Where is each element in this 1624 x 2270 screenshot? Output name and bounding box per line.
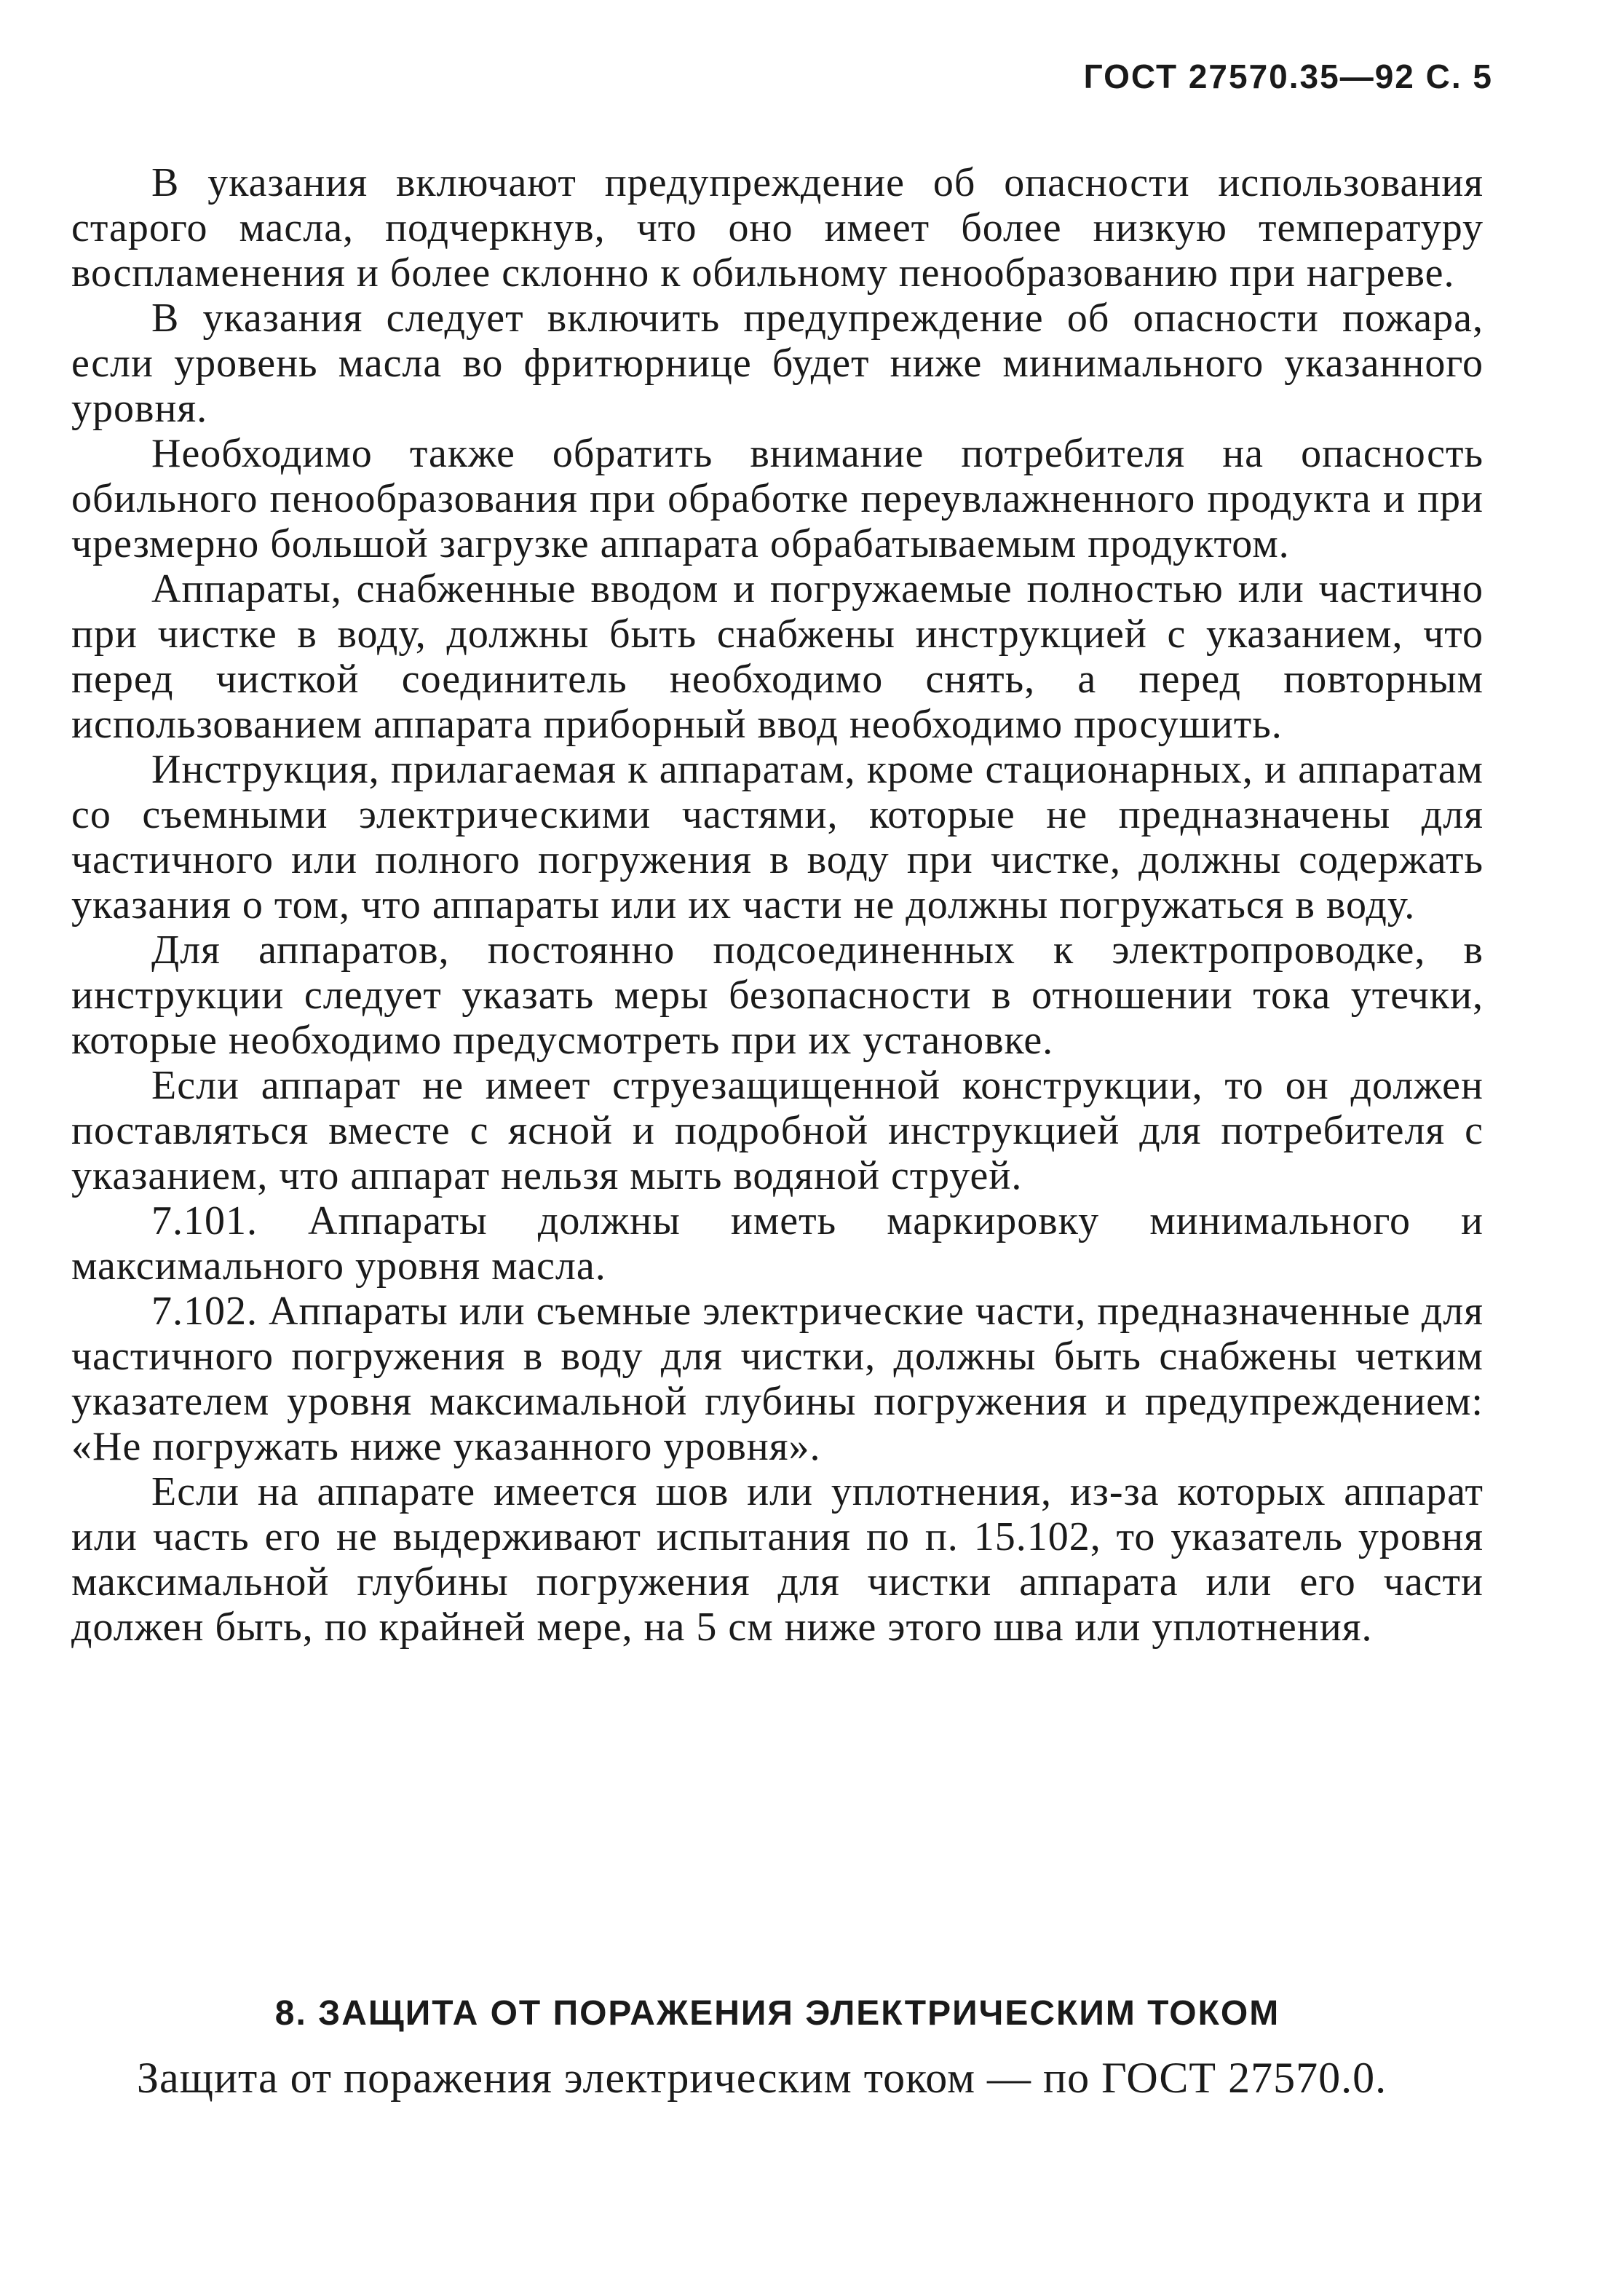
paragraph-clause-7-101: 7.101. Аппараты должны иметь маркировку минимального и максимального уровня масла. [71, 1198, 1484, 1289]
body-text [71, 160, 1484, 1650]
section-heading: 8. ЗАЩИТА ОТ ПОРАЖЕНИЯ ЭЛЕКТРИЧЕСКИМ ТОКОМ [274, 1994, 1280, 2033]
paragraph-water-jet: Если аппарат не имеет струезащищенной конструкции, то он должен поставляться вместе с ясной и подробной инструкцией для потребителя с указанием, что аппарат нельзя мыть водяной струей. [71, 1063, 1484, 1198]
section-text-block [71, 2053, 1484, 2103]
paragraph-seam-level: Если на аппарате имеется шов или уплотнения, из-за которых аппарат или часть его не выдерживают испытания по п. 15.102, то указатель уровня максимальной глубины погружения для чистки аппарата или его части должен быть, по крайней мере, на 5 см ниже этого шва или уплотнения. [71, 1469, 1484, 1650]
paragraph-old-oil-warning: В указания включают предупреждение об опасности использования старого масла, подчеркнув, что оно имеет более низкую температуру воспламенения и более склонно к обильному пенообразованию при нагреве. [71, 160, 1484, 296]
section-text: Защита от поражения электрическим током — по ГОСТ 27570.0. [137, 2054, 1387, 2102]
paragraph-foaming-warning: Необходимо также обратить внимание потребителя на опасность обильного пенообразования при обработке переувлажненного продукта и при чрезмерно большой загрузке аппарата обрабатываемым продуктом. [71, 431, 1484, 566]
paragraph-clause-7-102: 7.102. Аппараты или съемные электрические части, предназначенные для частичного погружения в воду для чистки, должны быть снабжены четким указателем уровня максимальной глубины погружения и предупреждением: «Не погружать ниже указанного уровня». [71, 1289, 1484, 1469]
paragraph-immersion-cleaning: Аппараты, снабженные вводом и погружаемые полностью или частично при чистке в воду, должны быть снабжены инструкцией с указанием, что перед чисткой соединитель необходимо снять, а перед повторным использованием аппарата приборный ввод необходимо просушить. [71, 566, 1484, 747]
paragraph-leakage-current: Для аппаратов, постоянно подсоединенных к электропроводке, в инструкции следует указать меры безопасности в отношении тока утечки, которые необходимо предусмотреть при их установке. [71, 928, 1484, 1063]
paragraph-fire-warning: В указания следует включить предупреждение об опасности пожара, если уровень масла во фритюрнице будет ниже минимального указанного уровня. [71, 296, 1484, 431]
running-head: ГОСТ 27570.35—92 С. 5 [1083, 58, 1493, 95]
paragraph-no-immersion: Инструкция, прилагаемая к аппаратам, кроме стационарных, и аппаратам со съемными электрическими частями, которые не предназначены для частичного или полного погружения в воду при чистке, должны содержать указания о том, что аппараты или их части не должны погружаться в воду. [71, 747, 1484, 928]
